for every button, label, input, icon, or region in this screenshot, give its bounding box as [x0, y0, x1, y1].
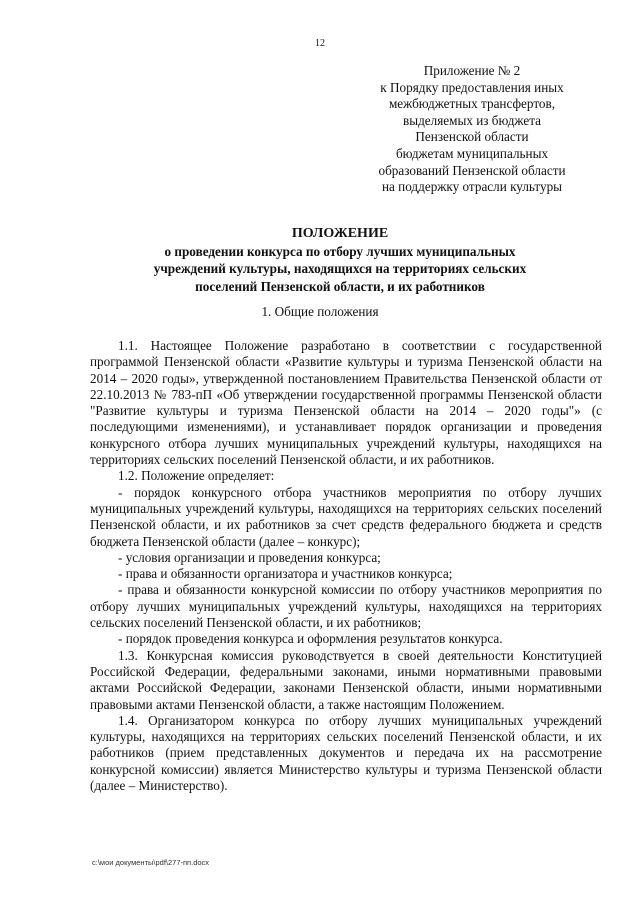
document-body	[90, 338, 602, 794]
paragraph: 1.4. Организатором конкурса по отбору лучших муниципальных учреждений культуры, находящихся на территориях сельских поселений Пензенской области, и их работников (прием представленных документов и передача их на рассмотрение конкурсной комиссии) является Министерство культуры и туризма Пензенской области (далее – Министерство).	[90, 712, 602, 794]
appendix-line: выделяемых из бюджета	[403, 112, 541, 128]
document-subtitle-line: учреждений культуры, находящихся на территориях сельских	[153, 261, 527, 276]
paragraph: - права и обязанности конкурсной комиссии по отбору участников мероприятия по отбору лучших муниципальных учреждений культуры, находящихся на территориях сельских поселений Пензенской области, и их работников;	[90, 582, 602, 631]
appendix-line: Пензенской области	[415, 129, 529, 145]
document-subtitle-line: о проведении конкурса по отбору лучших муниципальных	[164, 243, 516, 259]
appendix-line: Приложение № 2	[423, 63, 521, 78]
appendix-line: на поддержку отрасли культуры	[381, 179, 563, 195]
appendix-line: межбюджетных трансфертов,	[388, 96, 556, 112]
paragraph: - условия организации и проведения конкурса;	[118, 549, 381, 565]
document-title-block	[60, 225, 620, 295]
paragraph: 1.2. Положение определяет:	[118, 468, 275, 484]
page-number: 12	[315, 38, 325, 49]
appendix-line: образований Пензенской области	[378, 162, 566, 178]
section-heading: 1. Общие положения	[261, 304, 379, 319]
paragraph: - права и обязанности организатора и участников конкурса;	[118, 566, 453, 582]
paragraph: 1.3. Конкурсная комиссия руководствуется в своей деятельности Конституцией Российской Федерации, федеральными законами, иными нормативными правовыми актами Российской Федерации, законами Пензенской области, иными нормативными правовыми актами Пензенской области, а также настоящим Положением.	[90, 647, 602, 712]
paragraph: - порядок конкурсного отбора участников мероприятия по отбору лучших муниципальных учреждений культуры, находящихся на территориях сельских поселений Пензенской области, и их работников за счет средств федерального бюджета и средств бюджета Пензенской области (далее – конкурс);	[90, 484, 602, 549]
document-title: ПОЛОЖЕНИЕ	[291, 226, 389, 241]
appendix-line: к Порядку предоставления иных	[380, 79, 564, 95]
appendix-line: бюджетам муниципальных	[395, 145, 549, 161]
document-subtitle-line: поселений Пензенской области, и их работников	[195, 278, 485, 294]
paragraph: 1.1. Настоящее Положение разработано в соответствии с государственной программой Пензенской области «Развитие культуры и туризма Пензенской области на 2014 – 2020 годы», утвержденной постановлением Правительства Пензенской области от 22.10.2013 № 783-пП «Об утверждении государственной программы Пензенской области "Развитие культуры и туризма Пензенской области на 2014 – 2020 годы"» (с последующими изменениями), и устанавливает порядок организации и проведения конкурсного отбора лучших муниципальных учреждений культуры, находящихся на территориях сельских поселений Пензенской области, и их работников.	[90, 338, 602, 468]
footer-file-path: c:\мои документы\pdf\277-пп.docx	[92, 858, 210, 867]
paragraph: - порядок проведения конкурса и оформления результатов конкурса.	[118, 631, 503, 647]
appendix-block	[352, 63, 592, 196]
